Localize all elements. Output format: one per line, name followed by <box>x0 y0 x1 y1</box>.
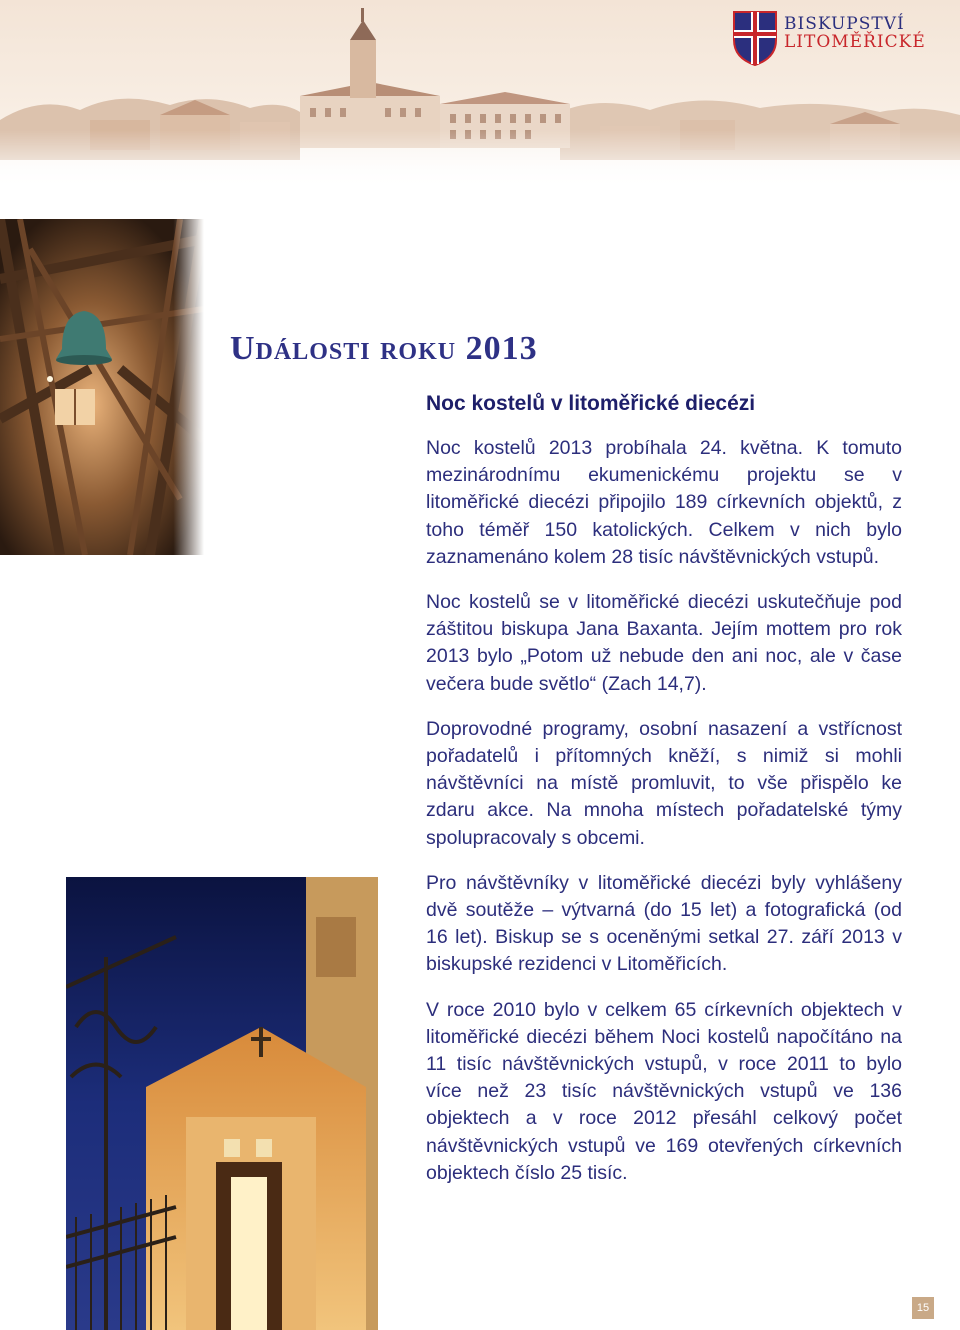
diocese-logo <box>732 8 932 70</box>
page-number: 15 <box>912 1297 934 1319</box>
shield-logo-icon <box>732 10 778 66</box>
article-body <box>426 435 902 1205</box>
paragraph: Noc kostelů se v litoměřické diecézi uskutečňuje pod záštitou biskupa Jana Baxanta. Jejím mottem pro rok 2013 bylo „Potom už nebude den ani noc, ale v čase večera bude světlo“ (Zach 14,7). <box>426 591 902 695</box>
belfry-photo <box>0 219 204 555</box>
header-banner <box>0 0 960 190</box>
logo-text-line2: LITOMĚŘICKÉ <box>784 32 926 52</box>
page-title: Události roku 2013 <box>230 330 538 367</box>
paragraph: Noc kostelů 2013 probíhala 24. května. K tomuto mezinárodnímu ekumenickému projektu se v litoměřické diecézi připojilo 189 církevních objektů, z toho téměř 150 katolických. Celkem v nich bylo zaznamenáno kolem 28 tisíc návštěvnických vstupů. <box>426 437 902 568</box>
article-subtitle: Noc kostelů v litoměřické diecézi <box>426 392 756 415</box>
paragraph: V roce 2010 bylo v celkem 65 církevních objektech v litoměřické diecézi během Noci kostelů napočítáno na 11 tisíc návštěvnických vstupů, v roce 2011 to bylo více než 23 tisíc návštěvnických vstupů ve 136 objektech a v roce 2012 přesáhl celkový počet návštěvnických vstupů ve 169 otevřených církevních objektech číslo 25 tisíc. <box>426 998 902 1184</box>
paragraph: Doprovodné programy, osobní nasazení a vstřícnost pořadatelů i přítomných kněží, s nimiž si mohli návštěvníci na místě promluvit, to vše přispělo ke zdaru akce. Na mnoha místech pořadatelské týmy spolupracovaly s obcemi. <box>426 717 902 849</box>
church-night-photo <box>66 877 378 1330</box>
logo-text-line1: BISKUPSTVÍ <box>784 14 905 34</box>
paragraph: Pro návštěvníky v litoměřické diecézi byly vyhlášeny dvě soutěže – výtvarná (do 15 let) a fotografická (od 16 let). Biskup se s oceněnými setkal 27. září 2013 v biskupské rezidenci v Litoměřicích. <box>426 871 902 976</box>
